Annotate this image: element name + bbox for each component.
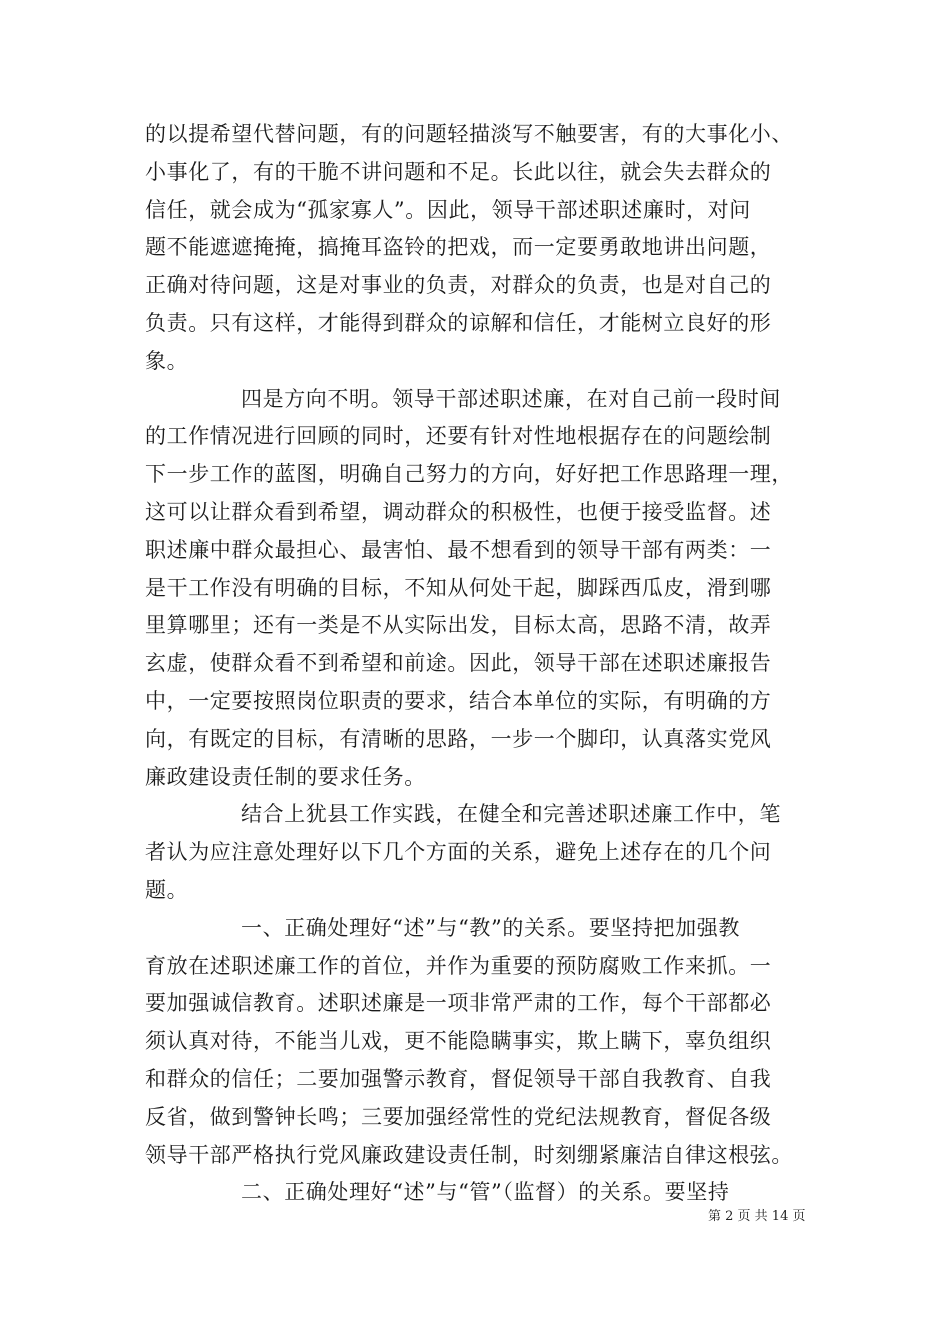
text-line: 职述廉中群众最担心、最害怕、最不想看到的领导干部有两类：一 bbox=[145, 537, 772, 562]
text-line: 者认为应注意处理好以下几个方面的关系，避免上述存在的几个问 bbox=[145, 840, 772, 865]
document-body bbox=[145, 116, 807, 1212]
text-line: 题。 bbox=[145, 877, 189, 902]
text-line: 结合上犹县工作实践，在健全和完善述职述廉工作中，笔 bbox=[241, 802, 781, 827]
text-line: 中，一定要按照岗位职责的要求，结合本单位的实际，有明确的方 bbox=[145, 688, 772, 713]
text-line: 题不能遮遮掩掩，搞掩耳盗铃的把戏，而一定要勇敢地讲出问题， bbox=[145, 235, 772, 260]
text-line: 这可以让群众看到希望，调动群众的积极性，也便于接受监督。述 bbox=[145, 499, 772, 524]
text-line: 须认真对待，不能当儿戏，更不能隐瞒事实，欺上瞒下，辜负组织 bbox=[145, 1029, 772, 1054]
text-line: 廉政建设责任制的要求任务。 bbox=[145, 764, 426, 789]
text-line: 的以提希望代替问题，有的问题轻描淡写不触要害，有的大事化小、 bbox=[145, 122, 793, 146]
page-number-footer: 第 2 页 共 14 页 bbox=[708, 1209, 806, 1224]
text-line: 的工作情况进行回顾的同时，还要有针对性地根据存在的问题绘制 bbox=[145, 424, 772, 449]
text-line: 要加强诚信教育。述职述廉是一项非常严肃的工作，每个干部都必 bbox=[145, 991, 772, 1016]
text-line: 信任，就会成为“孤家寡人”。因此，领导干部述职述廉时，对问 bbox=[145, 197, 751, 222]
text-line: 负责。只有这样，才能得到群众的谅解和信任，才能树立良好的形 bbox=[145, 310, 772, 335]
text-line: 四是方向不明。领导干部述职述廉，在对自己前一段时间 bbox=[241, 386, 781, 411]
text-line: 育放在述职述廉工作的首位，并作为重要的预防腐败工作来抓。一 bbox=[145, 953, 772, 978]
text-line: 是干工作没有明确的目标，不知从何处干起，脚踩西瓜皮，滑到哪 bbox=[145, 575, 772, 600]
text-line: 小事化了，有的干脆不讲问题和不足。长此以往，就会失去群众的 bbox=[145, 159, 772, 184]
text-line: 下一步工作的蓝图，明确自己努力的方向，好好把工作思路理一理， bbox=[145, 462, 793, 487]
text-line: 玄虚，使群众看不到希望和前途。因此，领导干部在述职述廉报告 bbox=[145, 651, 772, 676]
text-line: 里算哪里；还有一类是不从实际出发，目标太高，思路不清，故弄 bbox=[145, 613, 772, 638]
text-line: 领导干部严格执行党风廉政建设责任制，时刻绷紧廉洁自律这根弦。 bbox=[145, 1142, 793, 1167]
text-line: 向，有既定的目标，有清晰的思路，一步一个脚印，认真落实党风 bbox=[145, 726, 772, 751]
text-line: 和群众的信任；二要加强警示教育，督促领导干部自我教育、自我 bbox=[145, 1066, 772, 1091]
text-line: 二、正确处理好“述”与“管”（监督）的关系。要坚持 bbox=[241, 1180, 730, 1205]
text-line: 反省，做到警钟长鸣；三要加强经常性的党纪法规教育，督促各级 bbox=[145, 1104, 772, 1129]
text-line: 一、正确处理好“述”与“教”的关系。要坚持把加强教 bbox=[241, 915, 740, 940]
text-line: 象。 bbox=[145, 348, 189, 373]
text-line: 正确对待问题，这是对事业的负责，对群众的负责，也是对自己的 bbox=[145, 273, 772, 298]
